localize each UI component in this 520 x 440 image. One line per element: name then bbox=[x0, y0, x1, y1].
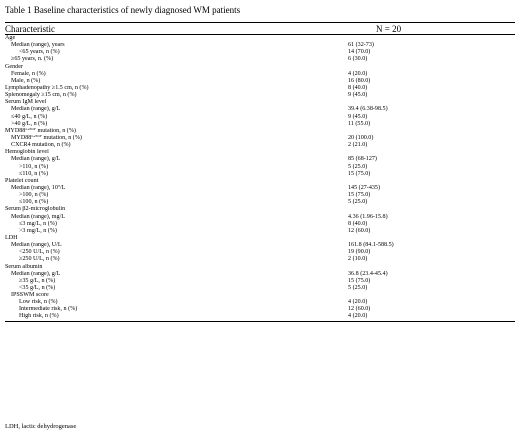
row-label-text: Median (range), mg/L bbox=[11, 213, 65, 220]
row-value bbox=[340, 206, 515, 213]
row-value: 20 (100.0) bbox=[348, 134, 374, 141]
table-row bbox=[5, 206, 515, 213]
row-label bbox=[5, 313, 340, 320]
table-row bbox=[5, 285, 515, 292]
row-value bbox=[340, 64, 515, 71]
row-value bbox=[340, 235, 515, 242]
row-label bbox=[5, 64, 340, 71]
row-value: 14 (70.0) bbox=[348, 49, 371, 56]
row-label bbox=[5, 235, 340, 242]
row-value: 15 (75.0) bbox=[348, 170, 371, 177]
row-label-text: Median (range), g/L bbox=[11, 106, 61, 113]
table-row bbox=[5, 128, 515, 135]
table-row bbox=[5, 142, 515, 149]
table-row bbox=[5, 35, 515, 42]
row-label-text: <35 g/L, n (%) bbox=[19, 284, 56, 291]
table-row bbox=[5, 71, 515, 78]
row-label bbox=[5, 164, 340, 171]
table-row bbox=[5, 85, 515, 92]
row-label bbox=[5, 221, 340, 228]
row-label bbox=[5, 56, 340, 63]
row-label-text: <65 years, n (%) bbox=[19, 49, 60, 56]
row-label-text: Platelet count bbox=[5, 177, 39, 184]
row-label-superscript: L265P bbox=[31, 134, 42, 138]
row-value bbox=[340, 178, 515, 185]
row-label bbox=[5, 171, 340, 178]
row-value: 145 (27-435) bbox=[348, 184, 380, 191]
table-header-row bbox=[5, 23, 515, 34]
table-footnote: LDH, lactic dehydrogenase bbox=[5, 423, 77, 430]
row-label-text: ≤110, n (%) bbox=[19, 170, 49, 177]
row-label bbox=[5, 49, 340, 56]
row-label bbox=[5, 71, 340, 78]
row-label bbox=[5, 192, 340, 199]
table-row bbox=[5, 192, 515, 199]
row-label bbox=[5, 285, 340, 292]
table-row bbox=[5, 185, 515, 192]
row-label-text: Low risk, n (%) bbox=[19, 299, 58, 306]
row-label-text: ≤3 mg/L, n (%) bbox=[19, 220, 57, 227]
row-label bbox=[5, 99, 340, 106]
row-value: 2 (21.0) bbox=[348, 142, 368, 149]
table-row bbox=[5, 64, 515, 71]
row-label-text: Intermediate risk, n (%) bbox=[19, 306, 78, 313]
row-label-text: Hemoglobin level bbox=[5, 149, 49, 156]
row-value: 39.4 (6.38-98.5) bbox=[348, 106, 388, 113]
row-label bbox=[5, 214, 340, 221]
row-label-text: Male, n (%) bbox=[11, 77, 41, 84]
table-row bbox=[5, 92, 515, 99]
table-row bbox=[5, 42, 515, 49]
row-label bbox=[5, 114, 340, 121]
row-label bbox=[5, 228, 340, 235]
baseline-table bbox=[5, 22, 515, 322]
table-row bbox=[5, 292, 515, 299]
table-row bbox=[5, 199, 515, 206]
row-label bbox=[5, 85, 340, 92]
row-label bbox=[5, 278, 340, 285]
row-label-text: Serum IgM level bbox=[5, 99, 47, 106]
row-label-suffix: mutation, n (%) bbox=[36, 127, 76, 134]
row-label bbox=[5, 156, 340, 163]
table-row bbox=[5, 56, 515, 63]
table-row bbox=[5, 99, 515, 106]
row-label bbox=[5, 35, 340, 42]
row-label-text: >3 mg/L, n (%) bbox=[19, 227, 57, 234]
row-value: 85 (68-127) bbox=[348, 156, 377, 163]
row-value: 12 (60.0) bbox=[348, 227, 371, 234]
row-label bbox=[5, 271, 340, 278]
row-value: 36.8 (23.4-45.4) bbox=[348, 270, 388, 277]
table-row bbox=[5, 121, 515, 128]
table-row bbox=[5, 313, 515, 320]
row-label-text: IPSSWM score bbox=[11, 292, 49, 299]
row-label bbox=[5, 264, 340, 271]
table-row bbox=[5, 242, 515, 249]
table-row bbox=[5, 149, 515, 156]
table-row bbox=[5, 299, 515, 306]
table-row bbox=[5, 164, 515, 171]
row-label bbox=[5, 178, 340, 185]
row-label-superscript: 9 bbox=[57, 184, 60, 188]
row-label bbox=[5, 306, 340, 313]
row-label-text: MYD88 bbox=[5, 127, 26, 134]
row-label-text: CXCR4 mutation, n (%) bbox=[11, 142, 71, 149]
row-value: 8 (40.0) bbox=[348, 220, 368, 227]
row-value: 19 (90.0) bbox=[348, 249, 371, 256]
row-label bbox=[5, 128, 340, 135]
row-label-text: LDH bbox=[5, 234, 18, 241]
row-label-text: <250 U/L, n (%) bbox=[19, 249, 60, 256]
row-value: 4 (20.0) bbox=[348, 70, 368, 77]
table-row bbox=[5, 271, 515, 278]
table-row bbox=[5, 106, 515, 113]
row-value bbox=[340, 128, 515, 135]
row-label-text: Female, n (%) bbox=[11, 70, 46, 77]
row-value: 61 (32-73) bbox=[348, 42, 374, 49]
row-label-text: ≥65 years, n. (%) bbox=[11, 56, 54, 63]
row-value: 161.8 (84.1-588.5) bbox=[348, 242, 394, 249]
row-label bbox=[5, 149, 340, 156]
row-value: 11 (55.0) bbox=[348, 120, 371, 127]
table-row bbox=[5, 135, 515, 142]
row-label bbox=[5, 185, 340, 192]
row-value: 8 (40.0) bbox=[348, 84, 368, 91]
row-label-text: ≤40 g/L, n (%) bbox=[11, 113, 48, 120]
row-label-text: Median (range), 10 bbox=[11, 184, 58, 191]
row-label bbox=[5, 299, 340, 306]
row-value: 12 (60.0) bbox=[348, 306, 371, 313]
row-label-text: >110, n (%) bbox=[19, 163, 49, 170]
row-label-text: Splenomegaly ≥15 cm, n (%) bbox=[5, 92, 77, 99]
row-label bbox=[5, 135, 340, 142]
row-label bbox=[5, 199, 340, 206]
row-value: 5 (25.0) bbox=[348, 163, 368, 170]
table-row bbox=[5, 264, 515, 271]
row-label bbox=[5, 42, 340, 49]
row-value: 15 (75.0) bbox=[348, 277, 371, 284]
row-label-text: Gender bbox=[5, 63, 23, 70]
table-row bbox=[5, 235, 515, 242]
row-label bbox=[5, 92, 340, 99]
row-value: 9 (45.0) bbox=[348, 92, 368, 99]
row-label bbox=[5, 249, 340, 256]
row-label-suffix: /L bbox=[59, 184, 66, 191]
row-label-text: Lymphadenopathy ≥1.5 cm, n (%) bbox=[5, 84, 89, 91]
table-row bbox=[5, 178, 515, 185]
row-label-text: Median (range), g/L bbox=[11, 270, 61, 277]
table-caption: Table 1 Baseline characteristics of newly diagnosed WM patients bbox=[5, 5, 241, 15]
row-label-text: >40 g/L, n (%) bbox=[11, 120, 48, 127]
row-label bbox=[5, 121, 340, 128]
row-label bbox=[5, 142, 340, 149]
row-label bbox=[5, 292, 340, 299]
table-row bbox=[5, 221, 515, 228]
table-row bbox=[5, 228, 515, 235]
row-label-text: ≥35 g/L, n (%) bbox=[19, 277, 56, 284]
row-label bbox=[5, 242, 340, 249]
row-label-text: High risk, n (%) bbox=[19, 313, 59, 320]
row-label bbox=[5, 256, 340, 263]
table-row bbox=[5, 156, 515, 163]
row-value: 9 (45.0) bbox=[348, 113, 368, 120]
header-characteristic: Characteristic bbox=[5, 24, 55, 34]
row-value bbox=[340, 264, 515, 271]
row-value: 6 (30.0) bbox=[348, 56, 368, 63]
row-label-text: ≥250 U/L, n (%) bbox=[19, 256, 60, 263]
table-row bbox=[5, 306, 515, 313]
table-row bbox=[5, 114, 515, 121]
row-label-text: Age bbox=[5, 35, 16, 41]
table-row bbox=[5, 171, 515, 178]
row-value: 5 (25.0) bbox=[348, 199, 368, 206]
row-value: 16 (80.0) bbox=[348, 77, 371, 84]
row-label-superscript: L265P bbox=[25, 127, 36, 131]
row-label-text: Median (range), years bbox=[11, 42, 65, 49]
row-label-text: Median (range), U/L bbox=[11, 242, 62, 249]
row-label-text: >100, n (%) bbox=[19, 192, 49, 199]
row-label-text: Serum β2-microglobulin bbox=[5, 206, 66, 213]
row-value: 4.36 (1.96-15.8) bbox=[348, 213, 388, 220]
table-row bbox=[5, 256, 515, 263]
table-row bbox=[5, 249, 515, 256]
row-label bbox=[5, 106, 340, 113]
row-label bbox=[5, 206, 340, 213]
row-label-text: MYD88 bbox=[11, 134, 32, 141]
table-row bbox=[5, 78, 515, 85]
header-n: N = 20 bbox=[376, 24, 402, 34]
bottom-rule bbox=[5, 321, 515, 322]
row-value: 5 (25.0) bbox=[348, 284, 368, 291]
row-label-text: ≤100, n (%) bbox=[19, 199, 49, 206]
row-value: 15 (75.0) bbox=[348, 192, 371, 199]
table-body bbox=[5, 35, 515, 321]
table-row bbox=[5, 214, 515, 221]
row-label-suffix: mutation, n (%) bbox=[42, 134, 82, 141]
row-value: 2 (10.0) bbox=[348, 256, 368, 263]
row-label-text: Serum albumin bbox=[5, 263, 43, 270]
row-label-text: Median (range), g/L bbox=[11, 156, 61, 163]
table-row bbox=[5, 278, 515, 285]
table-row bbox=[5, 49, 515, 56]
row-value: 4 (20.0) bbox=[348, 299, 368, 306]
row-value: 4 (20.0) bbox=[348, 313, 368, 320]
row-label bbox=[5, 78, 340, 85]
